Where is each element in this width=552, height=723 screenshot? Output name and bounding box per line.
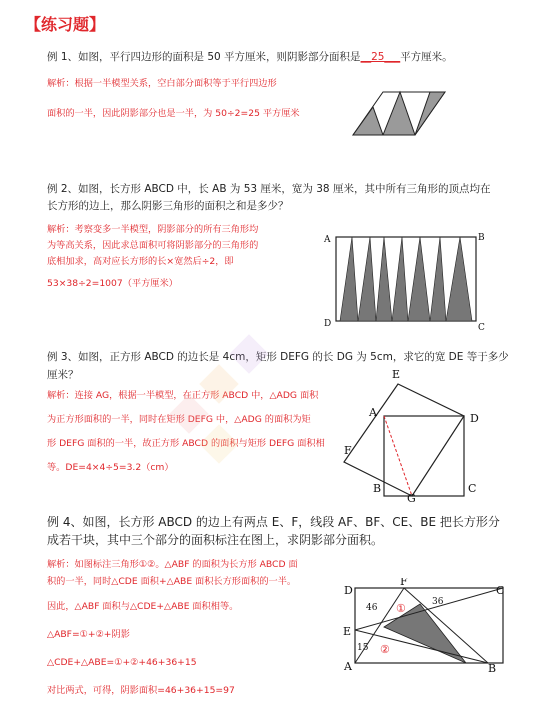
ex4-area-36: 36 xyxy=(432,597,444,607)
ex1-analysis-line1: 解析：根据一半模型关系，空白部分面积等于平行四边形 xyxy=(47,78,277,89)
ex3-label-c: C xyxy=(468,482,477,495)
ex4-label-a: A xyxy=(344,660,352,673)
ex1-parallelogram-figure xyxy=(350,89,450,137)
ex2-analysis-line1: 解析：考察变多一半模型，阴影部分的所有三角形均 xyxy=(47,224,259,235)
ex4-area-15: 15 xyxy=(357,643,369,653)
ex2-rectangle-figure xyxy=(318,228,488,333)
ex1-question-text: 例 1、如图，平行四边形的面积是 50 平方厘米，则阴影部分面积是 xyxy=(47,51,361,63)
ex2-label-d: D xyxy=(324,319,332,329)
ex4-question-line2: 成若干块，其中三个部分的面积标注在图上，求阴影部分面积。 xyxy=(47,533,384,547)
ex3-label-g: G xyxy=(407,492,416,504)
ex4-label-e: E xyxy=(343,625,352,638)
ex3-label-d: D xyxy=(470,412,479,425)
ex2-question-line2: 长方形的边上，那么阴影三角形的面积之和是多少？ xyxy=(47,200,289,212)
ex2-question-line1: 例 2、如图，长方形 ABCD 中，长 AB 为 53 厘米，宽为 38 厘米，其中所有三角形的顶点均在 xyxy=(47,183,491,195)
ex1-answer-blank: __25___ xyxy=(360,51,401,63)
ex2-analysis-line2: 为等高关系，因此求总面积可将阴影部分的三角形的 xyxy=(47,240,259,251)
ex4-question-line1: 例 4、如图，长方形 ABCD 的边上有两点 E、F，线段 AF、BF、CE、BE 把长方形分 xyxy=(47,515,500,529)
ex4-analysis-line3: 因此，△ABF 面积与△CDE+△ABE 面积相等。 xyxy=(47,601,239,612)
ex2-analysis-line4: 53×38÷2=1007（平方厘米） xyxy=(47,278,178,289)
ex2-label-b: B xyxy=(478,233,485,243)
ex3-question-line2: 厘米？ xyxy=(47,369,79,381)
ex3-label-b: B xyxy=(373,482,382,495)
ex4-analysis-line1: 解析：如图标注三角形①②。△ABF 的面积为长方形 ABCD 面 xyxy=(47,559,298,570)
ex3-label-e: E xyxy=(392,368,401,381)
ex4-analysis-line4: △ABF=①+②+阴影 xyxy=(47,629,130,640)
ex1-question xyxy=(47,48,453,66)
ex4-label-d: D xyxy=(344,584,353,597)
ex3-analysis-line1: 解析：连接 AG，根据一半模型，在正方形 ABCD 中，△ADG 面积 xyxy=(47,390,319,401)
ex3-analysis-line4: 等。DE=4×4÷5=3.2（cm） xyxy=(47,462,174,473)
ex1-question-end: 平方厘米。 xyxy=(400,51,453,63)
page-title: 【练习题】 xyxy=(25,15,106,34)
ex1-analysis-line2: 面积的一半，因此阴影部分也是一半，为 50÷2=25 平方厘米 xyxy=(47,108,300,119)
ex4-analysis-line6: 对比两式，可得，阴影面积=46+36+15=97 xyxy=(47,685,235,696)
ex3-analysis-line3: 形 DEFG 面积的一半，故正方形 ABCD 的面积与矩形 DEFG 面积相 xyxy=(47,438,325,449)
ex3-label-a: A xyxy=(369,406,377,419)
ex2-label-c: C xyxy=(478,323,485,333)
ex4-analysis-line5: △CDE+△ABE=①+②+46+36+15 xyxy=(47,657,197,668)
ex4-rectangle-figure xyxy=(340,578,510,678)
ex3-rectangle xyxy=(344,384,464,496)
ex4-area-46: 46 xyxy=(366,603,378,613)
ex2-label-a: A xyxy=(324,235,331,245)
ex4-label-f: F xyxy=(400,578,408,588)
ex3-square xyxy=(384,416,464,496)
ex4-region-1: ① xyxy=(396,602,406,615)
ex3-question-line1: 例 3、如图，正方形 ABCD 的边长是 4cm，矩形 DEFG 的长 DG 为 5cm，求它的宽 DE 等于多少 xyxy=(47,351,509,363)
ex4-label-b: B xyxy=(488,662,497,675)
ex4-region-2: ② xyxy=(380,643,390,656)
ex3-square-rectangle-figure xyxy=(340,364,490,504)
ex4-analysis-line2: 积的一半，同时△CDE 面积+△ABE 面积长方形面积的一半。 xyxy=(47,576,297,587)
ex4-label-c: C xyxy=(496,584,505,597)
ex3-label-f: F xyxy=(344,444,352,457)
ex2-analysis-line3: 底相加求，高对应长方形的长×宽然后÷2，即 xyxy=(47,256,234,267)
ex3-analysis-line2: 为正方形面积的一半，同时在矩形 DEFG 中，△ADG 的面积为矩 xyxy=(47,414,311,425)
